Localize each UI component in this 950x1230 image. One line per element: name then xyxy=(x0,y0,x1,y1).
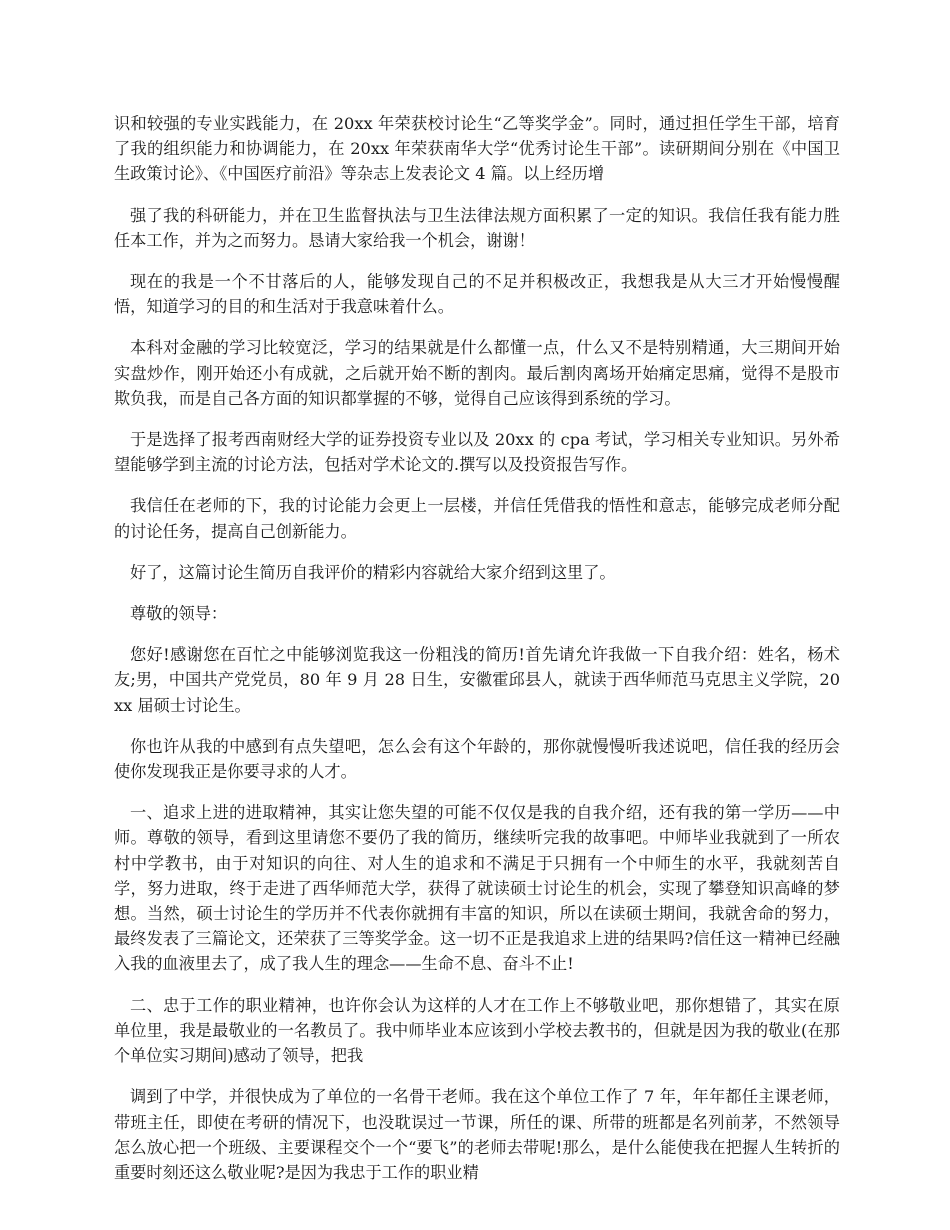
paragraph-2: 强了我的科研能力，并在卫生监督执法与卫生法律法规方面积累了一定的知识。我信任我有能力胜任本工作，并为之而努力。恳请大家给我一个机会，谢谢！ xyxy=(114,205,840,250)
document-body xyxy=(114,111,840,1201)
paragraph-3: 现在的我是一个不甘落后的人，能够发现自己的不足并积极改正，我想我是从大三才开始慢慢醒悟，知道学习的目的和生活对于我意味着什么。 xyxy=(114,272,840,317)
paragraph-6: 我信任在老师的下，我的讨论能力会更上一层楼，并信任凭借我的悟性和意志，能够完成老师分配的讨论任务，提高自己创新能力。 xyxy=(114,496,840,541)
paragraph-1: 识和较强的专业实践能力，在 20xx 年荣获校讨论生“乙等奖学金”。同时，通过担任学生干部，培育了我的组织能力和协调能力，在 20xx 年荣获南华大学“优秀讨论生干部”。读研期间分别在《中国卫生政策讨论》、《中国医疗前沿》等杂志上发表论文 4 篇。以上经历增 xyxy=(114,114,840,184)
paragraph-12: 二、忠于工作的职业精神，也许你会认为这样的人才在工作上不够敬业吧，那你想错了，其实在原单位里，我是最敬业的一名教员了。我中师毕业本应该到小学校去教书的，但就是因为我的敬业(在那个单位实习期间)感动了领导，把我 xyxy=(114,995,840,1066)
paragraph-7: 好了，这篇讨论生简历自我评价的精彩内容就给大家介绍到这里了。 xyxy=(130,562,616,582)
paragraph-4: 本科对金融的学习比较宽泛，学习的结果就是什么都懂一点，什么又不是特别精通，大三期间开始实盘炒作，刚开始还小有成就，之后就开始不断的割肉。最后割肉离场开始痛定思痛，觉得不是股市欺负我，而是自己各方面的知识都掌握的不够，觉得自己应该得到系统的学习。 xyxy=(114,338,840,408)
paragraph-5: 于是选择了报考西南财经大学的证券投资专业以及 20xx 的 cpa 考试，学习相关专业知识。另外希望能够学到主流的讨论方法，包括对学术论文的.撰写以及投资报告写作。 xyxy=(114,430,840,475)
paragraph-13: 调到了中学，并很快成为了单位的一名骨干老师。我在这个单位工作了 7 年，年年都任主课老师，带班主任，即使在考研的情况下，也没耽误过一节课，所任的课、所带的班都是名列前茅，不然领导怎么放心把一个班级、主要课程交个一个“要飞”的老师去带呢!那么，是什么能使我在把握人生转折的重要时刻还这么敬业呢?是因为我忠于工作的职业精 xyxy=(114,1087,840,1182)
paragraph-9: 您好!感谢您在百忙之中能够浏览我这一份粗浅的简历!首先请允许我做一下自我介绍：姓名，杨术友;男，中国共产党党员，80 年 9 月 28 日生，安徽霍邱县人，就读于西华师范马克思主义学院，20xx 届硕士讨论生。 xyxy=(114,645,840,715)
salutation: 尊敬的领导： xyxy=(130,604,228,624)
paragraph-11: 一、追求上进的进取精神，其实让您失望的可能不仅仅是我的自我介绍，还有我的第一学历——中师。尊敬的领导，看到这里请您不要仍了我的简历，继续听完我的故事吧。中师毕业我就到了一所农村中学教书，由于对知识的向往、对人生的追求和不满足于只拥有一个中师生的水平，我就刻苦自学，努力进取，终于走进了西华师范大学，获得了就读硕士讨论生的机会，实现了攀登知识高峰的梦想。当然，硕士讨论生的学历并不代表你就拥有丰富的知识，所以在读硕士期间，我就舍命的努力，最终发表了三篇论文，还荣获了三等奖学金。这一切不正是我追求上进的结果吗?信任这一精神已经融入我的血液里去了，成了我人生的理念——生命不息、奋斗不止! xyxy=(114,803,840,974)
paragraph-10: 你也许从我的中感到有点失望吧，怎么会有这个年龄的，那你就慢慢听我述说吧，信任我的经历会使你发现我正是你要寻求的人才。 xyxy=(114,736,840,782)
